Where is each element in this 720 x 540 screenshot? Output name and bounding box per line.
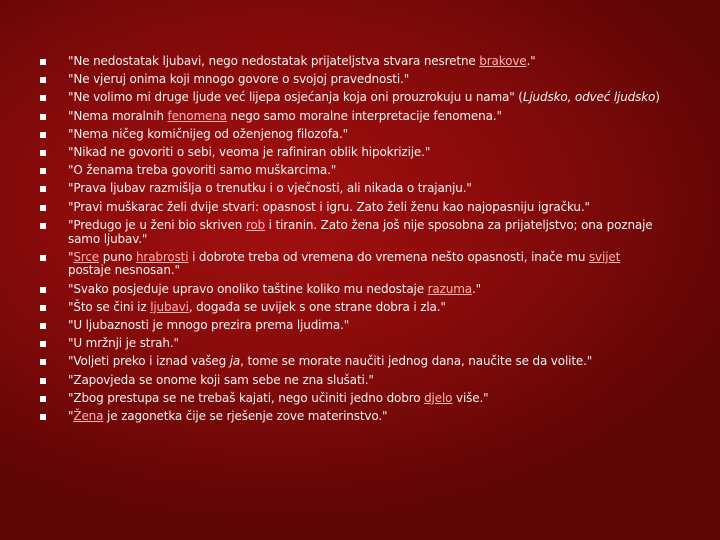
square-bullet-icon [40,114,46,120]
quote-text: više." [452,390,489,405]
quote-item [40,128,660,142]
quote-item [40,301,660,315]
quote-text: je zagonetka čije se rješenje zove materinstvo." [103,409,388,424]
quote-text: "U ljubaznosti je mnogo prezira prema ljudima." [68,318,350,333]
quote-list [40,55,660,428]
quote-item [40,219,660,246]
square-bullet-icon [40,186,46,192]
quote-link[interactable]: ljubavi [150,299,189,314]
quote-item [40,392,660,406]
square-bullet-icon [40,168,46,174]
quote-text: "Ne volimo mi druge ljude već lijepa osjećanja koja oni prouzrokuju u nama" ( [68,90,523,105]
quote-text: " [68,249,74,264]
quote-item [40,91,660,105]
quote-item [40,337,660,351]
quote-emphasis: Ljudsko, odveć ljudsko [522,90,656,105]
quote-link[interactable]: djelo [424,390,453,405]
square-bullet-icon [40,132,46,138]
quote-text: "Pravi muškarac želi dvije stvari: opasnost i igru. Zato želi ženu kao najopasniju igračku." [68,199,590,214]
quote-link[interactable]: svijet [588,249,621,264]
quote-text: "Što se čini iz [68,299,151,314]
square-bullet-icon [40,414,46,420]
quote-text: ." [471,281,482,296]
quote-item [40,110,660,124]
quote-text: nego samo moralne interpretacije fenomena." [226,108,502,123]
quote-text: "Svako posjeduje upravo onoliko taštine koliko mu nedostaje [68,281,428,296]
quote-emphasis: ja [229,354,241,369]
square-bullet-icon [40,59,46,65]
quote-item [40,201,660,215]
square-bullet-icon [40,150,46,156]
square-bullet-icon [40,341,46,347]
square-bullet-icon [40,77,46,83]
quote-text: "Zbog prestupa se ne trebaš kajati, nego učiniti jedno dobro [68,390,425,405]
quote-item [40,410,660,424]
quote-text: "O ženama treba govoriti samo muškarcima." [68,163,337,178]
quote-text: postaje nesnosan." [68,263,180,278]
quote-text: ) [655,90,660,105]
square-bullet-icon [40,205,46,211]
quote-item [40,283,660,297]
quote-item [40,319,660,333]
quote-item [40,374,660,388]
quote-text: "Zapovjeda se onome koji sam sebe ne zna slušati." [68,372,374,387]
quote-link[interactable]: hrabrosti [135,249,189,264]
quote-text: "Predugo je u ženi bio skriven [68,217,246,232]
quote-text: "Nikad ne govoriti o sebi, veoma je rafiniran oblik hipokrizije." [68,145,431,160]
square-bullet-icon [40,378,46,384]
quote-text: "Prava ljubav razmišlja o trenutku i o vječnosti, ali nikada o trajanju." [68,181,472,196]
square-bullet-icon [40,95,46,101]
quote-text: i tiranin. Zato žena još nije sposobna za prijateljstvo; ona poznaje samo ljubav." [68,217,653,246]
quote-link[interactable]: fenomena [167,108,227,123]
quote-item [40,251,660,278]
quote-text: "Nema moralnih [68,108,168,123]
quote-item [40,146,660,160]
quote-text: i dobrote treba od vremena do vremena nešto opasnosti, inače mu [188,249,589,264]
quote-item [40,73,660,87]
quote-item [40,55,660,69]
quote-item [40,182,660,196]
quote-item [40,164,660,178]
quote-text: "Ne vjeruj onima koji mnogo govore o svojoj pravednosti." [68,72,410,87]
quote-link[interactable]: rob [245,217,265,232]
quote-text: puno [99,249,136,264]
quote-text: " [68,409,74,424]
quote-text: "Voljeti preko i iznad vašeg [68,354,230,369]
quote-text: , događa se uvijek s one strane dobra i zla." [188,299,446,314]
square-bullet-icon [40,396,46,402]
quote-link[interactable]: brakove [479,54,527,68]
quote-text: ." [526,54,536,68]
quote-link[interactable]: Srce [73,249,100,264]
quote-item [40,355,660,369]
quote-text: "U mržnji je strah." [68,336,179,351]
quote-text: "Ne nedostatak ljubavi, nego nedostatak prijateljstva stvara nesretne [68,54,480,68]
square-bullet-icon [40,305,46,311]
square-bullet-icon [40,359,46,365]
quote-link[interactable]: Žena [73,409,104,424]
quote-text: , tome se morate naučiti jednog dana, naučite se da volite." [240,354,593,369]
square-bullet-icon [40,223,46,229]
quote-text: "Nema ničeg komičnijeg od oženjenog filozofa." [68,126,349,141]
quote-link[interactable]: razuma [427,281,472,296]
square-bullet-icon [40,287,46,293]
square-bullet-icon [40,255,46,261]
square-bullet-icon [40,323,46,329]
